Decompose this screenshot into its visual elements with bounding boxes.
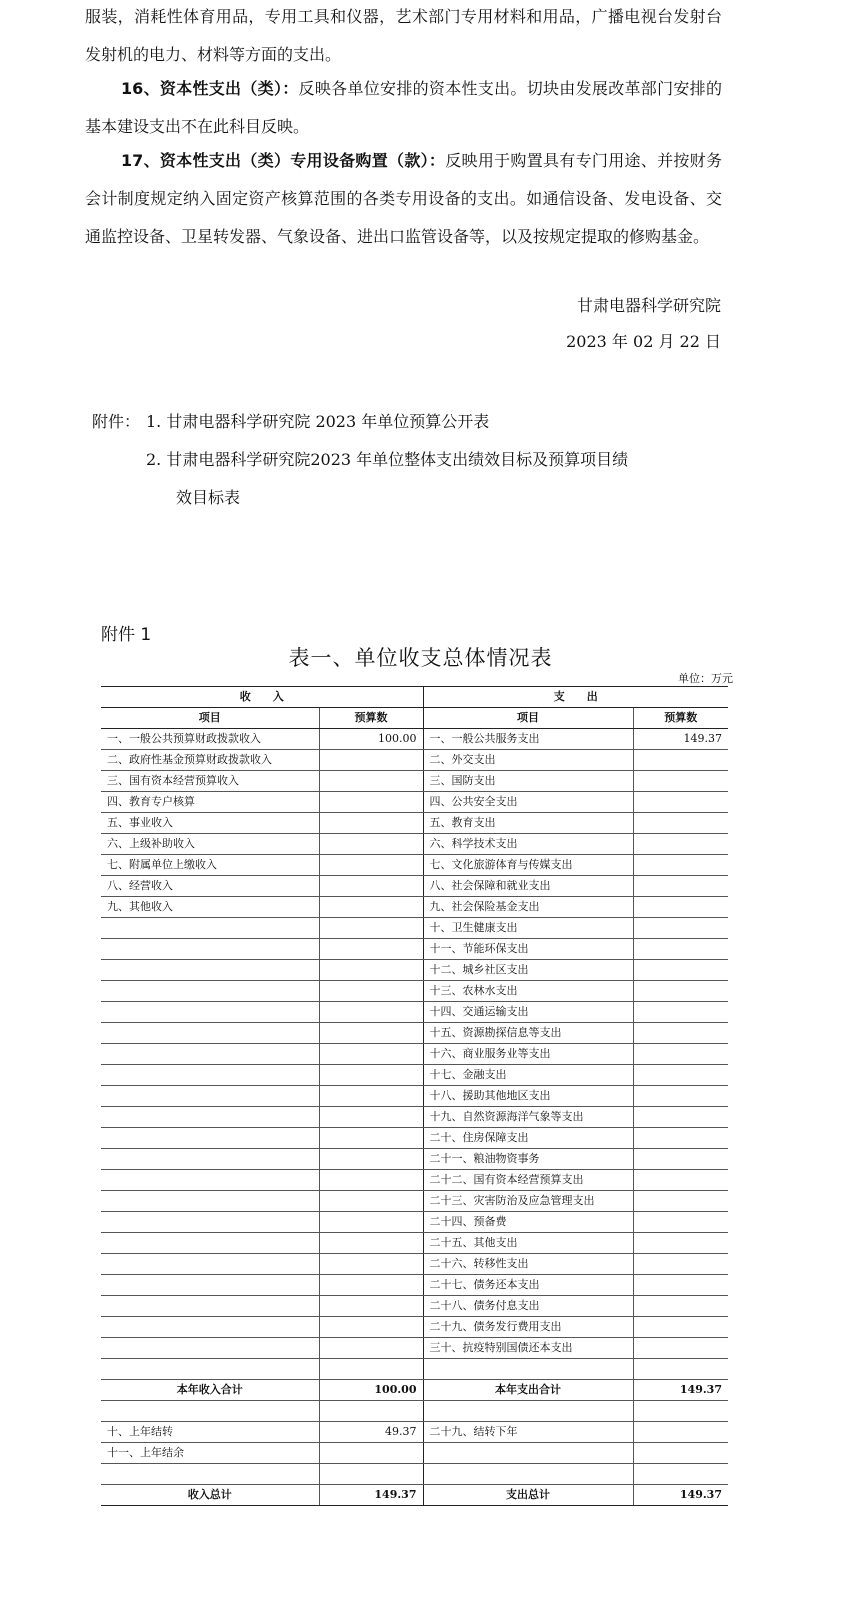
expense-item-cell: 十、卫生健康支出	[423, 918, 633, 939]
table-row	[101, 729, 728, 750]
signature-date: 2023 年 02 月 22 日	[566, 332, 721, 351]
table-header-row	[101, 708, 728, 729]
income-item-cell	[101, 1170, 319, 1191]
expense-item-cell: 七、文化旅游体育与传媒支出	[423, 855, 633, 876]
table-row	[101, 1170, 728, 1191]
expense-item-cell: 十六、商业服务业等支出	[423, 1044, 633, 1065]
income-item-cell	[101, 1191, 319, 1212]
table-row	[101, 939, 728, 960]
table-row	[101, 855, 728, 876]
income-amount-cell: 100.00	[319, 729, 423, 750]
income-amount-cell: 149.37	[319, 1485, 423, 1506]
income-item-cell: 六、上级补助收入	[101, 834, 319, 855]
expense-amount-cell	[633, 771, 728, 792]
income-item-cell	[101, 960, 319, 981]
expense-item-cell: 二十三、灾害防治及应急管理支出	[423, 1191, 633, 1212]
table-row	[101, 1065, 728, 1086]
expense-amount-cell	[633, 1107, 728, 1128]
income-item-cell	[101, 1275, 319, 1296]
income-item-cell	[101, 1464, 319, 1485]
income-item-cell: 一、一般公共预算财政拨款收入	[101, 729, 319, 750]
income-amount-cell	[319, 1191, 423, 1212]
income-item-cell: 二、政府性基金预算财政拨款收入	[101, 750, 319, 771]
expense-item-cell: 二十七、债务还本支出	[423, 1275, 633, 1296]
table-row	[101, 1338, 728, 1359]
income-amount-cell	[319, 1254, 423, 1275]
expense-amount-cell	[633, 1401, 728, 1422]
expense-item-cell: 二十、住房保障支出	[423, 1128, 633, 1149]
income-item-cell	[101, 1338, 319, 1359]
expense-amount-cell: 149.37	[633, 1380, 728, 1401]
expense-item-cell: 十三、农林水支出	[423, 981, 633, 1002]
expense-amount-cell	[633, 1170, 728, 1191]
expense-item-cell: 九、社会保险基金支出	[423, 897, 633, 918]
col-income-item: 项目	[101, 708, 319, 729]
table-header-group-row	[101, 687, 728, 708]
expense-amount-cell	[633, 1191, 728, 1212]
table-row	[101, 1023, 728, 1044]
expense-item-cell: 二十六、转移性支出	[423, 1254, 633, 1275]
expense-amount-cell	[633, 939, 728, 960]
table-row	[101, 813, 728, 834]
expense-item-cell: 四、公共安全支出	[423, 792, 633, 813]
income-amount-cell	[319, 750, 423, 771]
income-item-cell	[101, 1128, 319, 1149]
expense-amount-cell	[633, 1065, 728, 1086]
expense-amount-cell	[633, 1149, 728, 1170]
budget-table-body	[101, 687, 728, 1506]
income-amount-cell	[319, 1464, 423, 1485]
expense-item-cell: 二十九、结转下年	[423, 1422, 633, 1443]
income-item-cell: 七、附属单位上缴收入	[101, 855, 319, 876]
paragraph-top	[85, 0, 722, 74]
table-row	[101, 1212, 728, 1233]
expense-item-cell: 十五、资源勘探信息等支出	[423, 1023, 633, 1044]
income-amount-cell: 100.00	[319, 1380, 423, 1401]
table-row	[101, 1107, 728, 1128]
table-row	[101, 876, 728, 897]
income-item-cell	[101, 1401, 319, 1422]
budget-table	[101, 686, 728, 1506]
income-amount-cell	[319, 1170, 423, 1191]
expense-item-cell: 十一、节能环保支出	[423, 939, 633, 960]
expense-amount-cell	[633, 1254, 728, 1275]
expense-amount-cell	[633, 1233, 728, 1254]
signature-org: 甘肃电器科学研究院	[576, 296, 721, 315]
expense-amount-cell	[633, 1296, 728, 1317]
expense-amount-cell	[633, 1044, 728, 1065]
income-item-cell	[101, 1023, 319, 1044]
expense-amount-cell	[633, 792, 728, 813]
expense-item-cell: 八、社会保障和就业支出	[423, 876, 633, 897]
attachment-1-label: 附件 1	[101, 625, 152, 645]
income-amount-cell	[319, 1065, 423, 1086]
income-item-cell: 十、上年结转	[101, 1422, 319, 1443]
income-item-cell: 四、教育专户核算	[101, 792, 319, 813]
table-row	[101, 981, 728, 1002]
income-amount-cell: 49.37	[319, 1422, 423, 1443]
income-amount-cell	[319, 1401, 423, 1422]
table-row	[101, 834, 728, 855]
table-row	[101, 1401, 728, 1422]
income-item-cell	[101, 1254, 319, 1275]
table-row	[101, 1191, 728, 1212]
income-item-cell	[101, 1317, 319, 1338]
table-row	[101, 1359, 728, 1380]
table-row	[101, 1443, 728, 1464]
expense-amount-cell: 149.37	[633, 1485, 728, 1506]
expense-item-cell	[423, 1443, 633, 1464]
expense-amount-cell	[633, 1464, 728, 1485]
income-item-cell	[101, 1044, 319, 1065]
table-row	[101, 1002, 728, 1023]
table-row	[101, 771, 728, 792]
expense-amount-cell	[633, 1128, 728, 1149]
expense-amount-cell	[633, 960, 728, 981]
table-row	[101, 1149, 728, 1170]
income-header: 收 入	[101, 687, 423, 708]
income-item-cell	[101, 1002, 319, 1023]
expense-amount-cell	[633, 813, 728, 834]
income-amount-cell	[319, 897, 423, 918]
expense-item-cell: 十七、金融支出	[423, 1065, 633, 1086]
table-row	[101, 1422, 728, 1443]
expense-amount-cell	[633, 1086, 728, 1107]
expense-amount-cell	[633, 876, 728, 897]
income-amount-cell	[319, 1149, 423, 1170]
expense-item-cell: 十八、援助其他地区支出	[423, 1086, 633, 1107]
table-row	[101, 1233, 728, 1254]
income-item-cell: 收入总计	[101, 1485, 319, 1506]
expense-amount-cell	[633, 1023, 728, 1044]
income-amount-cell	[319, 1296, 423, 1317]
attachment-item-1: 1. 甘肃电器科学研究院 2023 年单位预算公开表	[146, 412, 490, 431]
income-amount-cell	[319, 1317, 423, 1338]
income-amount-cell	[319, 1338, 423, 1359]
income-amount-cell	[319, 918, 423, 939]
table-row	[101, 960, 728, 981]
table-row	[101, 1296, 728, 1317]
expense-item-cell: 十九、自然资源海洋气象等支出	[423, 1107, 633, 1128]
income-item-cell: 八、经营收入	[101, 876, 319, 897]
paragraph-16-text: 反映各单位安排的资本性支出。切块由发展改革部门安排的基本建设支出不在此科目反映。	[85, 79, 722, 136]
table-row	[101, 1275, 728, 1296]
expense-item-cell: 一、一般公共服务支出	[423, 729, 633, 750]
income-item-cell	[101, 1296, 319, 1317]
expense-amount-cell	[633, 1338, 728, 1359]
income-amount-cell	[319, 981, 423, 1002]
col-expense-item: 项目	[423, 708, 633, 729]
income-item-cell	[101, 1065, 319, 1086]
paragraph-top-text: 服装，消耗性体育用品，专用工具和仪器，艺术部门专用材料和用品，广播电视台发射台发射机的电力、材料等方面的支出。	[85, 7, 722, 64]
table-row	[101, 750, 728, 771]
expense-amount-cell	[633, 1212, 728, 1233]
table-row	[101, 1128, 728, 1149]
income-amount-cell	[319, 1128, 423, 1149]
unit-label: 单位：万元	[678, 672, 733, 685]
expense-item-cell: 五、教育支出	[423, 813, 633, 834]
income-item-cell	[101, 981, 319, 1002]
expense-item-cell: 三十、抗疫特别国债还本支出	[423, 1338, 633, 1359]
income-item-cell	[101, 1107, 319, 1128]
table-row	[101, 1254, 728, 1275]
table-row	[101, 918, 728, 939]
expense-item-cell: 二、外交支出	[423, 750, 633, 771]
expense-item-cell: 十四、交通运输支出	[423, 1002, 633, 1023]
income-item-cell: 本年收入合计	[101, 1380, 319, 1401]
table-row	[101, 1380, 728, 1401]
income-amount-cell	[319, 960, 423, 981]
attachment-item-2: 2. 甘肃电器科学研究院2023 年单位整体支出绩效目标及预算项目绩	[146, 450, 629, 469]
income-item-cell	[101, 918, 319, 939]
income-item-cell	[101, 1086, 319, 1107]
table-row	[101, 1044, 728, 1065]
expense-amount-cell	[633, 855, 728, 876]
expense-amount-cell	[633, 1422, 728, 1443]
expense-amount-cell	[633, 1443, 728, 1464]
income-item-cell	[101, 1149, 319, 1170]
income-amount-cell	[319, 1002, 423, 1023]
income-amount-cell	[319, 1233, 423, 1254]
table-row	[101, 1317, 728, 1338]
expense-amount-cell	[633, 918, 728, 939]
income-amount-cell	[319, 876, 423, 897]
expense-amount-cell: 149.37	[633, 729, 728, 750]
expense-amount-cell	[633, 897, 728, 918]
expense-amount-cell	[633, 1002, 728, 1023]
income-amount-cell	[319, 1212, 423, 1233]
expense-item-cell: 本年支出合计	[423, 1380, 633, 1401]
paragraph-16-title: 16、资本性支出（类）：	[121, 79, 299, 98]
income-amount-cell	[319, 939, 423, 960]
expense-item-cell	[423, 1464, 633, 1485]
expense-item-cell: 十二、城乡社区支出	[423, 960, 633, 981]
income-amount-cell	[319, 855, 423, 876]
income-amount-cell	[319, 1359, 423, 1380]
income-amount-cell	[319, 1275, 423, 1296]
expense-amount-cell	[633, 1359, 728, 1380]
income-amount-cell	[319, 1086, 423, 1107]
table-row	[101, 792, 728, 813]
expense-header: 支 出	[423, 687, 728, 708]
expense-item-cell: 二十四、预备费	[423, 1212, 633, 1233]
income-amount-cell	[319, 1044, 423, 1065]
expense-item-cell: 二十五、其他支出	[423, 1233, 633, 1254]
expense-item-cell	[423, 1359, 633, 1380]
table-row	[101, 897, 728, 918]
expense-amount-cell	[633, 750, 728, 771]
income-item-cell	[101, 1233, 319, 1254]
expense-amount-cell	[633, 981, 728, 1002]
paragraph-17	[85, 142, 722, 256]
income-item-cell: 九、其他收入	[101, 897, 319, 918]
income-amount-cell	[319, 1023, 423, 1044]
income-item-cell: 三、国有资本经营预算收入	[101, 771, 319, 792]
expense-item-cell: 二十一、粮油物资事务	[423, 1149, 633, 1170]
expense-amount-cell	[633, 834, 728, 855]
income-amount-cell	[319, 792, 423, 813]
table-row	[101, 1464, 728, 1485]
income-amount-cell	[319, 834, 423, 855]
expense-item-cell	[423, 1401, 633, 1422]
income-amount-cell	[319, 1443, 423, 1464]
income-amount-cell	[319, 771, 423, 792]
attachment-item-2-cont: 效目标表	[176, 488, 241, 507]
income-item-cell	[101, 1212, 319, 1233]
expense-item-cell: 三、国防支出	[423, 771, 633, 792]
attachments-label: 附件：	[92, 412, 141, 431]
income-item-cell: 五、事业收入	[101, 813, 319, 834]
expense-item-cell: 支出总计	[423, 1485, 633, 1506]
expense-amount-cell	[633, 1275, 728, 1296]
expense-item-cell: 二十九、债务发行费用支出	[423, 1317, 633, 1338]
table-row	[101, 1086, 728, 1107]
table-title: 表一、单位收支总体情况表	[288, 646, 553, 670]
income-item-cell	[101, 1359, 319, 1380]
table-row	[101, 1485, 728, 1506]
paragraph-17-text: 反映用于购置具有专门用途、并按财务会计制度规定纳入固定资产核算范围的各类专用设备的支出。如通信设备、发电设备、交通监控设备、卫星转发器、气象设备、进出口监管设备等，以及按规定提取的修购基金。	[85, 151, 722, 246]
expense-amount-cell	[633, 1317, 728, 1338]
income-item-cell: 十一、上年结余	[101, 1443, 319, 1464]
paragraph-17-title: 17、资本性支出（类）专用设备购置（款）：	[121, 151, 446, 170]
income-item-cell	[101, 939, 319, 960]
income-amount-cell	[319, 813, 423, 834]
col-expense-budget: 预算数	[633, 708, 728, 729]
expense-item-cell: 六、科学技术支出	[423, 834, 633, 855]
income-amount-cell	[319, 1107, 423, 1128]
col-income-budget: 预算数	[319, 708, 423, 729]
paragraph-16	[85, 70, 722, 146]
expense-item-cell: 二十二、国有资本经营预算支出	[423, 1170, 633, 1191]
expense-item-cell: 二十八、债务付息支出	[423, 1296, 633, 1317]
